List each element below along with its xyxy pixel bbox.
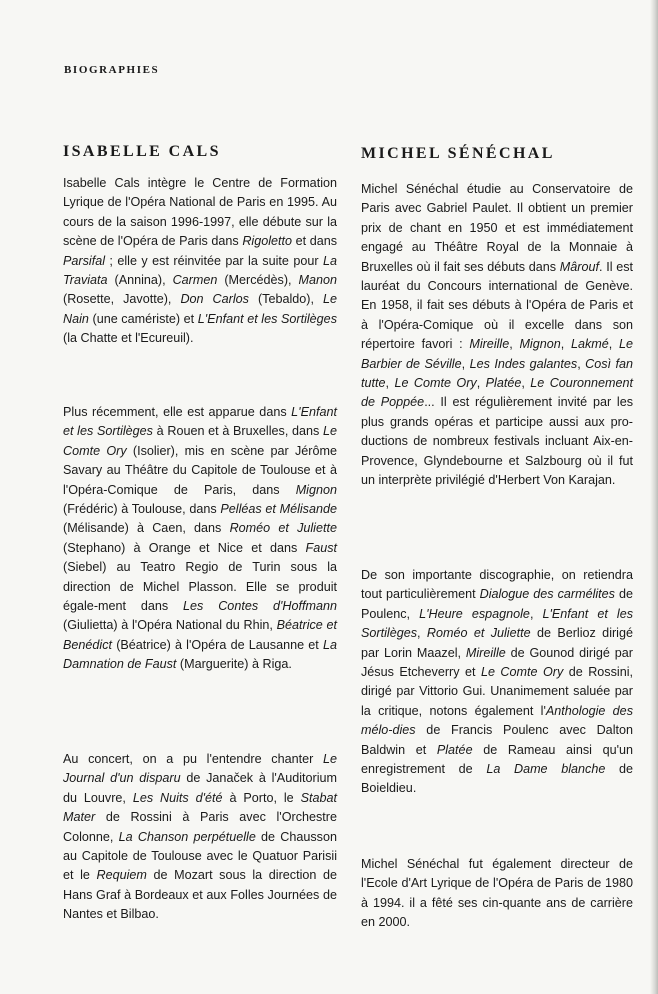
italic-title-run: Dialogue des carmélites — [479, 587, 615, 602]
biography-paragraph — [63, 750, 337, 925]
text-run: ; elle y est réinvitée par la suite pour — [105, 253, 323, 268]
text-run: Isabelle Cals intègre le Centre de Formation Lyrique de l'Opéra National de Paris en 1995. Au cours de la saison 1996-1997, elle débute sur la scène de l'Opéra de Paris dans — [63, 176, 337, 249]
text-run: de Chausson au Capitole de Toulouse avec le Quatuor Parisii et le — [63, 829, 337, 883]
biography-paragraph — [361, 180, 633, 491]
text-run: de Mozart sous la direction de Hans Graf à Bordeaux et aux Folles Journées de Nantes et Bilbao. — [63, 868, 337, 922]
text-run: , — [577, 356, 586, 371]
italic-title-run: Le Nain — [63, 292, 338, 326]
italic-title-run: L'Heure espagnole — [419, 606, 530, 621]
text-run: (Frédéric) à Toulouse, dans — [63, 502, 221, 517]
italic-title-run: La Chanson perpétuelle — [118, 829, 256, 844]
italic-title-run: Mignon — [295, 482, 337, 497]
italic-title-run: Pelléas et Mélisande — [220, 502, 337, 517]
text-run: (Isolier), mis en scène par Jérôme Savary au Théâtre du Capitole de Toulouse et à l'Opéra-Comique de Paris, dans — [63, 443, 337, 497]
italic-title-run: Le Comte Ory — [394, 376, 477, 391]
text-run: Michel Sénéchal fut également directeur de l'Ecole d'Art Lyrique de l'Opéra de Paris de 1980 à 1994. il a fêté ses cin-quante ans de carrière en 2000. — [361, 857, 633, 930]
text-run: Michel Sénéchal étudie au Conservatoire de Paris avec Gabriel Paulet. Il obtient un premier prix de chant en 1950 et est immédiatement engagé au Théâtre Royal de la Monnaie à Bruxelles où il fait ses débuts dans — [361, 182, 633, 274]
italic-title-run: Mireille — [469, 337, 510, 352]
text-run: (Mélisande) à Caen, dans — [63, 521, 230, 536]
text-run: (Giulietta) à l'Opéra National du Rhin, — [63, 618, 277, 633]
text-run: , — [461, 356, 470, 371]
text-run: Au concert, on a pu l'entendre chanter — [63, 752, 323, 766]
italic-title-run: Mignon — [519, 337, 561, 352]
text-run: (Stephano) à Orange et Nice et dans — [63, 540, 306, 555]
text-run: (Béatrice) à l'Opéra de Lausanne et — [112, 637, 323, 652]
text-run: de Gounod dirigé par Jésus Etcheverry et — [361, 645, 633, 680]
italic-title-run: Les Contes d'Hoffmann — [183, 599, 337, 614]
italic-title-run: Les Indes galantes — [469, 356, 578, 371]
text-run: (la Chatte et l'Ecureuil). — [63, 331, 194, 346]
italic-title-run: Le Couronnement de Poppée — [361, 376, 634, 410]
italic-title-run: L'Enfant et les Sortilèges — [63, 405, 337, 439]
text-run: de Rossini, dirigé par Vittorio Gui. Unanimement saluée par la critique, notons également l' — [361, 665, 633, 718]
italic-title-run: Le Comte Ory — [63, 424, 338, 458]
artist-name: MICHEL SÉNÉCHAL — [361, 145, 555, 162]
text-run: (Rosette, Javotte), — [63, 292, 181, 307]
text-run: , — [476, 376, 486, 391]
text-run: , — [529, 606, 543, 621]
text-run: de Rameau ainsi qu'un enregistrement de — [361, 742, 633, 777]
text-run: de Boieldieu. — [361, 762, 633, 796]
italic-title-run: Anthologie des mélo-dies — [361, 703, 633, 738]
italic-title-run: Carmen — [172, 273, 218, 288]
text-run: (Tebaldo), — [248, 292, 323, 307]
italic-title-run: Manon — [298, 273, 337, 288]
biography-paragraph — [63, 174, 337, 349]
text-run: De son importante discographie, on retiendra tout particulièrement — [361, 568, 633, 602]
italic-title-run: Roméo et Juliette — [426, 626, 531, 641]
text-run: (Siebel) au Teatro Regio de Turin sous la direction de Michel Plasson. Elle se produit égale-ment dans — [63, 560, 337, 614]
text-run: à Porto, le — [222, 790, 301, 805]
scan-edge-shadow — [650, 0, 658, 994]
italic-title-run: Platée — [436, 742, 473, 757]
text-run: de Janaček à l'Auditorium du Louvre, — [63, 771, 337, 805]
artist-name: ISABELLE CALS — [63, 143, 221, 160]
text-run: à Rouen et à Bruxelles, dans — [152, 424, 323, 439]
italic-title-run: Stabat Mater — [63, 790, 338, 825]
text-run: , — [385, 376, 395, 391]
italic-title-run: Béatrice et Benédict — [63, 618, 338, 652]
italic-title-run: Les Nuits d'été — [132, 790, 223, 805]
text-run: et dans — [292, 234, 338, 249]
biography-paragraph — [63, 403, 337, 675]
italic-title-run: L'Enfant et les Sortilèges — [361, 606, 633, 641]
text-run: (Mercédès), — [217, 273, 299, 288]
text-run: (Annina), — [107, 273, 173, 288]
text-run: de Francis Poulenc avec Dalton Baldwin et — [361, 723, 633, 757]
italic-title-run: L'Enfant et les Sortilèges — [197, 311, 337, 326]
italic-title-run: Faust — [305, 540, 337, 555]
text-run: de Rossini à Paris avec l'Orchestre Colonne, — [63, 810, 337, 844]
text-run: , — [509, 337, 520, 352]
italic-title-run: Mireille — [465, 645, 506, 660]
section-label: BIOGRAPHIES — [64, 64, 160, 76]
italic-title-run: La Damnation de Faust — [63, 637, 337, 672]
text-run: . Il est lauréat du Concours international de Genève. En 1958, il fait ses débuts à l'Opéra de Paris et à l'Opéra-Comique où il excelle dans son répertoire favori : — [361, 259, 633, 352]
italic-title-run: Roméo et Juliette — [229, 521, 337, 536]
text-run: (une camériste) et — [88, 311, 198, 326]
text-run: ... Il est régulièrement invité par les plus grands opéras et participe aussi aux pro-ductions de nombreux festivals incluant Aix-en-Provence, Glyndebourne et Salzbourg où il fut un interprète privilégié d'Herbert Von Karajan. — [361, 395, 633, 488]
italic-title-run: La Dame blanche — [486, 762, 606, 777]
italic-title-run: Lakmé — [570, 337, 609, 352]
biography-paragraph — [361, 566, 633, 799]
text-run: de Berlioz dirigé par Lorin Maazel, — [361, 626, 633, 660]
text-run: , — [417, 626, 427, 641]
text-run: , — [560, 337, 571, 352]
text-run: Plus récemment, elle est apparue dans — [63, 405, 292, 419]
text-run: , — [608, 337, 619, 352]
italic-title-run: Così fan tutte — [361, 356, 634, 391]
italic-title-run: Parsifal — [63, 253, 105, 268]
italic-title-run: Mârouf — [559, 259, 599, 274]
italic-title-run: La Traviata — [63, 253, 337, 288]
italic-title-run: Requiem — [96, 868, 147, 883]
italic-title-run: Le Barbier de Séville — [361, 337, 634, 371]
italic-title-run: Platée — [485, 376, 522, 391]
italic-title-run: Le Journal d'un disparu — [63, 752, 337, 786]
italic-title-run: Rigoletto — [242, 234, 293, 249]
text-run: (Marguerite) à Riga. — [176, 657, 292, 672]
italic-title-run: Le Comte Ory — [480, 665, 564, 680]
italic-title-run: Don Carlos — [180, 292, 249, 307]
biography-paragraph — [361, 855, 633, 933]
text-run: , — [521, 376, 531, 391]
text-run: de Poulenc, — [361, 587, 633, 621]
